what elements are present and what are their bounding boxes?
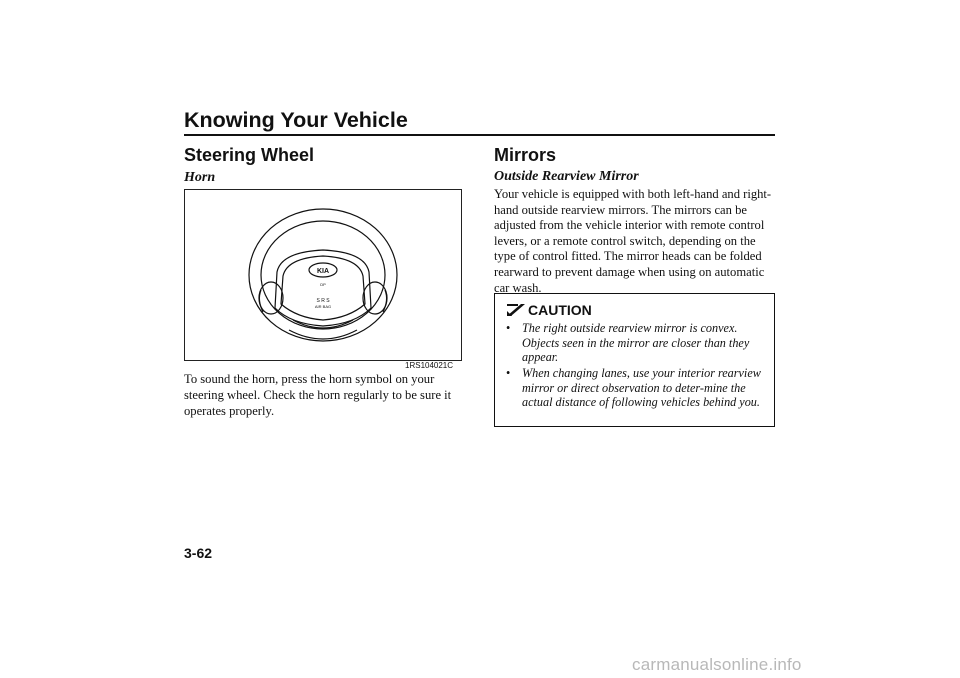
caution-bullet: • The right outside rearview mirror is convex. Objects seen in the mirror are closer than they appear. (506, 321, 768, 365)
title-rule (184, 134, 775, 136)
steering-wheel-icon (185, 190, 461, 360)
mirrors-body-text: Your vehicle is equipped with both left-hand and right-hand outside rearview mirrors. The mirrors can be adjusted from the vehicle interior with remote control levers, or a remote control switch, depending on the type of control fitted. The mirror heads can be folded rearward to prevent damage when using on automatic car wash. (494, 187, 772, 295)
srs-label: S R S (316, 298, 330, 304)
caution-pencil-icon (507, 304, 525, 316)
horn-body-text: To sound the horn, press the horn symbol on your steering wheel. Check the horn regularly to be sure it operates properly. (184, 372, 452, 418)
caution-header (507, 302, 592, 318)
figure-id: 1RS104021C (405, 361, 454, 370)
hub-small-label: DP (320, 282, 326, 287)
steering-wheel-figure (184, 189, 462, 361)
page-title: Knowing Your Vehicle (184, 108, 408, 132)
horn-subheading: Horn (184, 170, 216, 185)
caution-bullet-text: The right outside rearview mirror is convex. Objects seen in the mirror are closer than they appear. (522, 321, 750, 365)
caution-bullet-text: When changing lanes, use your interior rearview mirror or direct observation to deter-mine the actual distance of following vehicles behind you. (522, 366, 761, 410)
mirrors-heading: Mirrors (494, 145, 557, 165)
page-number: 3-62 (184, 545, 213, 561)
caution-label: CAUTION (528, 302, 592, 318)
steering-wheel-heading: Steering Wheel (184, 145, 315, 165)
airbag-label: AIR BAG (314, 304, 332, 309)
caution-bullet: • When changing lanes, use your interior rearview mirror or direct observation to deter-mine the actual distance of following vehicles behind you. (506, 366, 768, 410)
kia-logo-text: KIA (316, 268, 330, 275)
outside-mirror-subheading: Outside Rearview Mirror (494, 169, 639, 184)
watermark: carmanualsonline.info (632, 655, 802, 674)
